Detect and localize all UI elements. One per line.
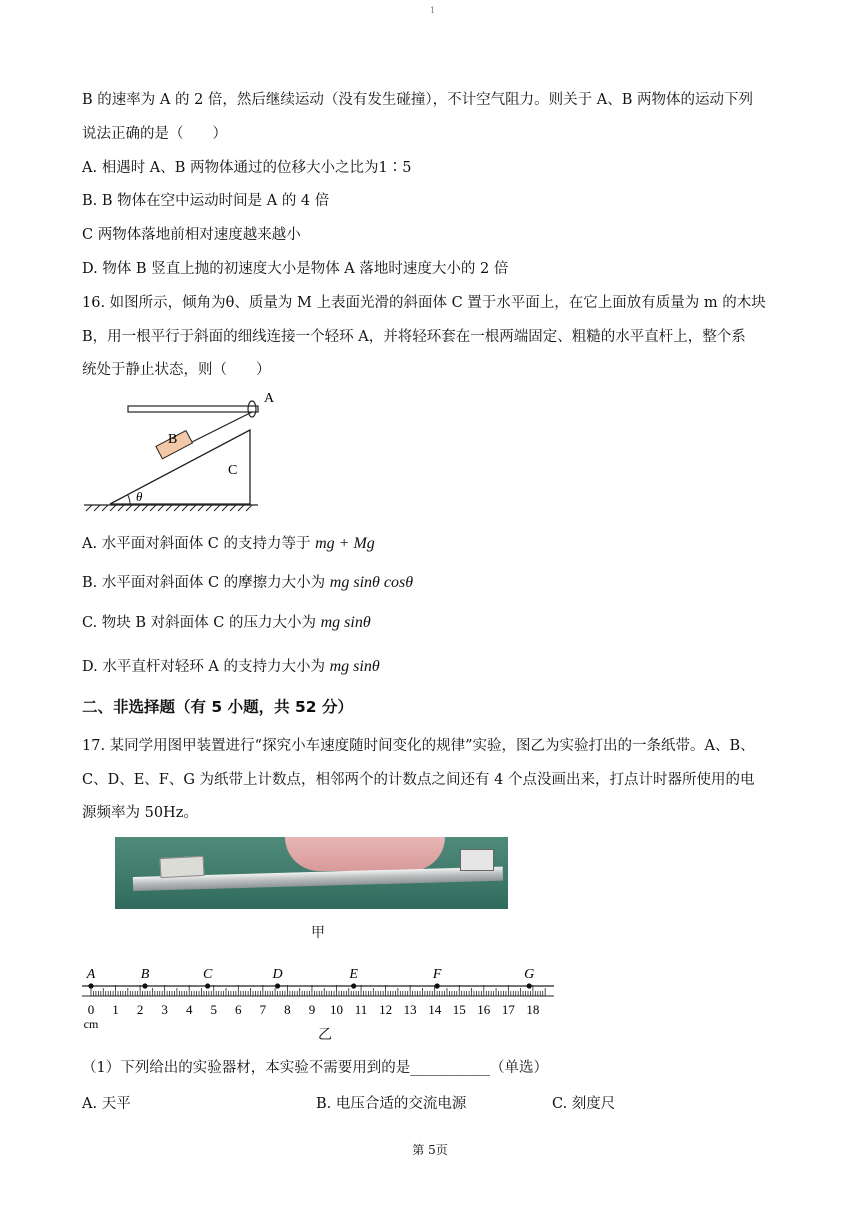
tape-point <box>205 983 210 988</box>
label-a: A <box>264 391 275 406</box>
ruler-tape-figure <box>78 958 568 1030</box>
q16-option-c <box>82 613 371 633</box>
q16-option-b <box>82 573 413 593</box>
tape-point-label: G <box>524 967 535 982</box>
tape-point <box>351 983 356 988</box>
q16-option-d-formula: mg sinθ <box>329 658 380 675</box>
q15-option-b: B. B 物体在空中运动时间是 A 的 4 倍 <box>82 193 330 209</box>
q16-option-d <box>82 657 380 677</box>
ruler-number: 12 <box>379 1002 393 1017</box>
ruler-number: 6 <box>235 1002 242 1017</box>
tape-point <box>435 983 440 988</box>
label-theta: θ <box>136 489 143 504</box>
q15-stem-line2: 说法正确的是（ ） <box>82 126 227 142</box>
q16-option-c-text: C. 物块 B 对斜面体 C 的压力大小为 <box>82 615 316 631</box>
ruler-number: 0 <box>87 1002 95 1017</box>
tape-point <box>88 983 93 988</box>
ring-a <box>248 401 256 417</box>
q17-stem-line1: 17. 某同学用图甲装置进行“探究小车速度随时间变化的规律”实验，图乙为实验打出的一条纸带。A、B、 <box>82 738 755 754</box>
page-footer: 第 5页 <box>412 1143 448 1157</box>
caption-jia: 甲 <box>311 925 325 941</box>
ruler-number: 8 <box>284 1002 291 1017</box>
apparatus-photo <box>115 837 508 909</box>
horizontal-rod <box>128 406 258 412</box>
caption-yi: 乙 <box>318 1027 332 1043</box>
q16-stem-line1: 16. 如图所示，倾角为θ、质量为 M 上表面光滑的斜面体 C 置于水平面上，在它上面放有质量为 m 的木块 <box>82 295 766 311</box>
tape-point <box>142 983 147 988</box>
ruler-number: 17 <box>501 1002 515 1017</box>
string <box>190 412 252 443</box>
q16-stem-line3: 统处于静止状态，则（ ） <box>82 362 271 378</box>
q16-option-a <box>82 534 375 554</box>
ruler-number: 14 <box>428 1002 442 1017</box>
q15-option-a: A. 相遇时 A、B 两物体通过的位移大小之比为1∶5 <box>82 160 412 176</box>
ruler-number: 3 <box>161 1002 168 1017</box>
label-b: B <box>168 432 178 447</box>
ruler-number: 5 <box>210 1002 217 1017</box>
ruler-number: 1 <box>112 1002 119 1017</box>
q16-option-b-text: B. 水平面对斜面体 C 的摩擦力大小为 <box>82 575 326 591</box>
q16-option-c-formula: mg sinθ <box>320 614 371 631</box>
q15-option-c: C 两物体落地前相对速度越来越小 <box>82 227 301 243</box>
q17-sub1: （1）下列给出的实验器材，本实验不需要用到的是___________（单选） <box>82 1060 548 1076</box>
q16-option-a-formula: mg + Mg <box>315 535 375 552</box>
tape-point-label: C <box>202 967 213 982</box>
ruler-number: 13 <box>403 1002 417 1017</box>
q17-stem-line2: C、D、E、F、G 为纸带上计数点，相邻两个的计数点之间还有 4 个点没画出来，打点计时器所使用的电 <box>82 772 755 788</box>
q16-option-b-formula: mg sinθ cosθ <box>329 574 414 591</box>
q17-stem-line3: 源频率为 50Hz。 <box>82 805 198 821</box>
ruler-number: 4 <box>185 1002 193 1017</box>
ruler-unit: cm <box>83 1017 99 1030</box>
q15-option-d: D. 物体 B 竖直上抛的初速度大小是物体 A 落地时速度大小的 2 倍 <box>82 261 509 277</box>
tape-point-label: D <box>272 967 283 982</box>
q15-stem-line1: B 的速率为 A 的 2 倍，然后继续运动（没有发生碰撞），不计空气阻力。则关于 A、B 两物体的运动下列 <box>82 92 753 108</box>
page-top-mark: 1 <box>430 6 436 15</box>
ruler-number: 10 <box>330 1002 343 1017</box>
tape-point-label: B <box>140 967 150 982</box>
tape-point <box>275 983 280 988</box>
tape-point <box>527 983 532 988</box>
q16-option-d-text: D. 水平直杆对轻环 A 的支持力大小为 <box>82 659 326 675</box>
ruler-number: 15 <box>452 1002 466 1017</box>
ruler-number: 18 <box>526 1002 540 1017</box>
ruler-number: 7 <box>259 1002 267 1017</box>
tape-point-label: F <box>432 967 442 982</box>
label-c: C <box>228 463 238 478</box>
q17-sub1-option-b: B. 电压合适的交流电源 <box>316 1096 467 1112</box>
ruler-number: 16 <box>477 1002 491 1017</box>
ruler-number: 2 <box>136 1002 144 1017</box>
q16-option-a-text: A. 水平面对斜面体 C 的支持力等于 <box>82 536 311 552</box>
tape-point-label: E <box>349 967 358 982</box>
q17-sub1-option-a: A. 天平 <box>82 1096 131 1112</box>
ruler-number: 9 <box>308 1002 316 1017</box>
q17-sub1-option-c: C. 刻度尺 <box>552 1096 616 1112</box>
section-heading: 二、非选择题（有 5 小题，共 52 分） <box>82 698 353 716</box>
incline-figure <box>80 388 290 518</box>
tape-point-label: A <box>86 967 96 982</box>
ruler-number: 11 <box>354 1002 368 1017</box>
q16-stem-line2: B，用一根平行于斜面的细线连接一个轻环 A，并将轻环套在一根两端固定、粗糙的水平直杆上，整个系 <box>82 329 746 345</box>
